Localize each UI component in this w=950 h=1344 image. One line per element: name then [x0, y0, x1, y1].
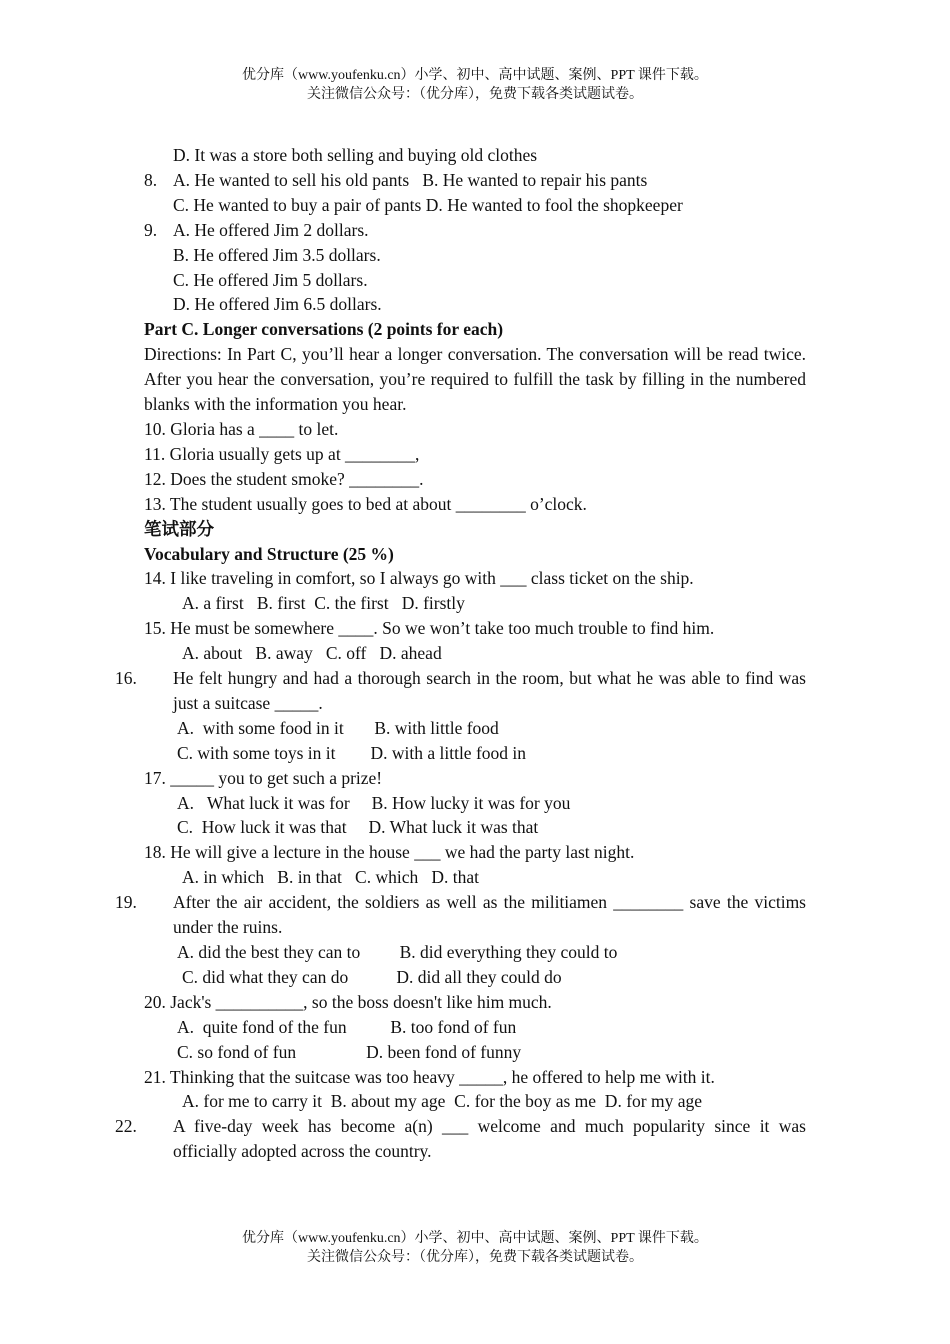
page-header: [0, 66, 950, 104]
q18-stem: 18. He will give a lecture in the house ___ we had the party last night.: [144, 842, 635, 863]
written-section-title: 笔试部分: [144, 518, 214, 539]
q19-stem: [115, 890, 806, 940]
q16-options-cd: C. with some toys in it D. with a little food in: [177, 742, 527, 763]
q8-number: 8.: [144, 169, 158, 190]
q15-options: A. about B. away C. off D. ahead: [182, 643, 442, 664]
q22-number: 22.: [115, 1116, 137, 1137]
q17-stem: 17. _____ you to get such a prize!: [144, 767, 383, 788]
q18-options: A. in which B. in that C. which D. that: [182, 867, 479, 888]
q16-options-ab: A. with some food in it B. with little food: [177, 717, 499, 738]
q9-option-a-row: [144, 218, 806, 243]
q14-options: A. a first B. first C. the first D. firstly: [182, 593, 465, 614]
part-c-directions: Directions: In Part C, you’ll hear a longer conversation. The conversation will be read twice. After you hear the conversation, you’re required to fulfill the task by filling in the numbered blanks with the information you hear.: [144, 344, 806, 415]
q9-option-d: D. He offered Jim 6.5 dollars.: [173, 294, 382, 315]
exam-content: [115, 143, 806, 1164]
q9-option-a: A. He offered Jim 2 dollars.: [173, 219, 369, 240]
q14-stem: 14. I like traveling in comfort, so I always go with ___ class ticket on the ship.: [144, 568, 694, 589]
q16-number: 16.: [115, 668, 137, 689]
q20-options-ab: A. quite fond of the fun B. too fond of fun: [177, 1016, 517, 1037]
footer-line-2: 关注微信公众号：（优分库），免费下载各类试题试卷。: [307, 1250, 643, 1265]
q9-option-c: C. He offered Jim 5 dollars.: [173, 269, 368, 290]
header-line-1: 优分库（www.youfenku.cn）小学、初中、高中试题、案例、PPT 课件下载。: [242, 68, 708, 83]
q20-stem: 20. Jack's __________, so the boss doesn't like him much.: [144, 991, 552, 1012]
vocab-section-title: Vocabulary and Structure (25 %): [144, 543, 394, 564]
q11: 11. Gloria usually gets up at ________,: [144, 443, 420, 464]
q21-options: A. for me to carry it B. about my age C. for the boy as me D. for my age: [182, 1091, 703, 1112]
page-footer: [0, 1229, 950, 1267]
q8-options-cd: C. He wanted to buy a pair of pants D. He wanted to fool the shopkeeper: [173, 194, 683, 215]
q12: 12. Does the student smoke? ________.: [144, 468, 424, 489]
q8-options-ab: [144, 168, 806, 193]
q16-text: He felt hungry and had a thorough search in the room, but what he was able to find was just a suitcase _____.: [173, 668, 806, 713]
q20-options-cd: C. so fond of fun D. been fond of funny: [177, 1041, 522, 1062]
q22-text: A five-day week has become a(n) ___ welcome and much popularity since it was officially adopted across the country.: [173, 1116, 806, 1162]
footer-line-1: 优分库（www.youfenku.cn）小学、初中、高中试题、案例、PPT 课件下载。: [242, 1231, 708, 1246]
q9-option-b: B. He offered Jim 3.5 dollars.: [173, 244, 381, 265]
q9-number: 9.: [144, 219, 158, 240]
q7-option-d: D. It was a store both selling and buying old clothes: [173, 145, 538, 165]
q16-stem: [115, 666, 806, 716]
part-c-title: Part C. Longer conversations (2 points for each): [144, 319, 504, 340]
q8-ab: A. He wanted to sell his old pants B. He wanted to repair his pants: [173, 169, 648, 190]
q15-stem: 15. He must be somewhere ____. So we won’t take too much trouble to find him.: [144, 618, 715, 639]
q19-options-ab: A. did the best they can to B. did everything they could to: [177, 942, 618, 962]
q10: 10. Gloria has a ____ to let.: [144, 418, 339, 439]
q13: 13. The student usually goes to bed at about ________ o’clock.: [144, 493, 587, 514]
q17-options-ab: A. What luck it was for B. How lucky it was for you: [177, 792, 571, 813]
q17-options-cd: C. How luck it was that D. What luck it was that: [177, 817, 539, 838]
q19-text: After the air accident, the soldiers as well as the militiamen ________ save the victims under the ruins.: [173, 892, 806, 938]
q19-number: 19.: [115, 892, 137, 913]
q19-options-cd: C. did what they can do D. did all they could do: [182, 966, 562, 987]
q22-stem: [115, 1114, 806, 1164]
q21-stem: 21. Thinking that the suitcase was too heavy _____, he offered to help me with it.: [144, 1066, 715, 1087]
header-line-2: 关注微信公众号：（优分库），免费下载各类试题试卷。: [307, 87, 643, 102]
